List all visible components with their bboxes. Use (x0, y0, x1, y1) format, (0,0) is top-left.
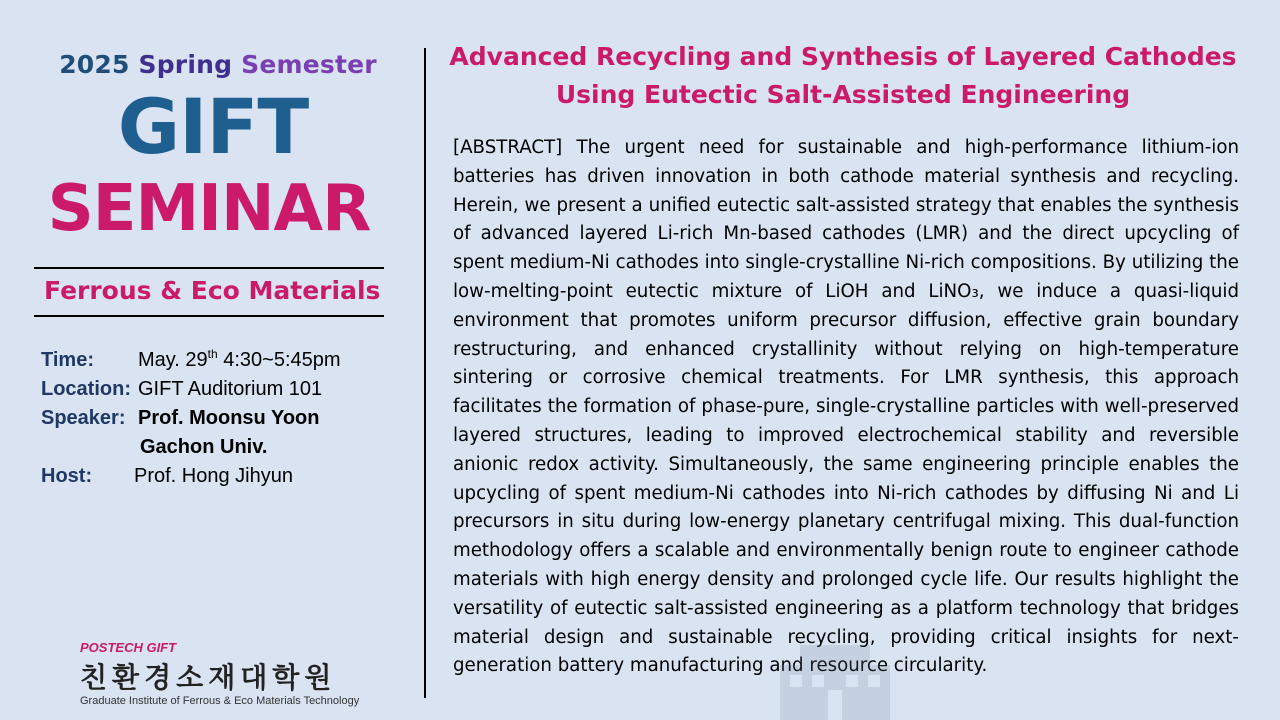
time-suffix: th (207, 347, 218, 361)
building-watermark-icon (770, 635, 900, 720)
seminar-info-panel (0, 0, 420, 720)
speaker-affiliation: Gachon Univ. (140, 436, 268, 458)
talk-title-line2: Using Eutectic Salt-Assisted Engineering (555, 80, 1131, 109)
gift-heading: GIFT (117, 82, 309, 171)
location-value: GIFT Auditorium 101 (138, 378, 323, 400)
semester-year: 2025 (59, 50, 130, 79)
top-rule (34, 267, 384, 269)
host-name: Prof. Hong Jihyun (134, 465, 293, 487)
seminar-heading: SEMINAR (47, 172, 371, 246)
semester-heading (0, 50, 436, 79)
talk-title (440, 38, 1246, 114)
speaker-name: Prof. Moonsu Yoon (138, 407, 320, 429)
logo-english: POSTECH GIFT (80, 640, 177, 655)
speaker-label: Speaker: (41, 407, 126, 429)
location-label: Location: (41, 378, 131, 400)
vertical-divider (424, 48, 426, 698)
bottom-rule (34, 315, 384, 317)
logo-korean: 친환경소재대학원 (80, 661, 337, 694)
time-hours: 4:30~5:45pm (217, 349, 341, 371)
abstract-text: [ABSTRACT] The urgent need for sustainable and high-performance lithium-ion batteries has driven innovation in both cathode material synthesis and recycling. Herein, we present a unified eutectic salt-assisted strategy that enables the synthesis of advanced layered Li-rich Mn-based cathodes (LMR) and the direct upcycling of spent medium-Ni cathodes into single-crystalline Ni-rich compositions. By utilizing the low-melting-point eutectic mixture of LiOH and LiNO₃, we induce a quasi-liquid environment that promotes uniform precursor diffusion, effective grain boundary restructuring, and enhanced crystallinity without relying on high-temperature sintering or corrosive chemical treatments. For LMR synthesis, this approach facilitates the formation of phase-pure, single-crystalline particles with well-preserved layered structures, leading to improved electrochemical stability and reversible anionic redox activity. Simultaneously, the same engineering principle enables the upcycling of spent medium-Ni cathodes into Ni-rich cathodes by diffusing Ni and Li precursors in situ during low-energy planetary centrifugal mixing. This dual-function methodology offers a scalable and environmentally benign route to engineer cathode materials with high energy density and prolonged cycle life. Our results highlight the versatility of eutectic salt-assisted engineering as a platform technology that bridges material design and sustainable recycling, providing critical insights for next-generation battery manufacturing and resource circularity. (453, 137, 1239, 677)
time-value (138, 346, 341, 374)
logo-subtitle: Graduate Institute of Ferrous & Eco Materials Technology (80, 695, 360, 707)
time-date: May. 29 (138, 349, 208, 371)
department-name: Ferrous & Eco Materials (44, 276, 381, 305)
semester-word: Semester (241, 50, 377, 79)
host-label: Host: (41, 465, 93, 487)
semester-season: Spring (138, 50, 233, 79)
talk-title-line1: Advanced Recycling and Synthesis of Layered Cathodes (449, 42, 1237, 71)
time-label: Time: (41, 349, 94, 371)
